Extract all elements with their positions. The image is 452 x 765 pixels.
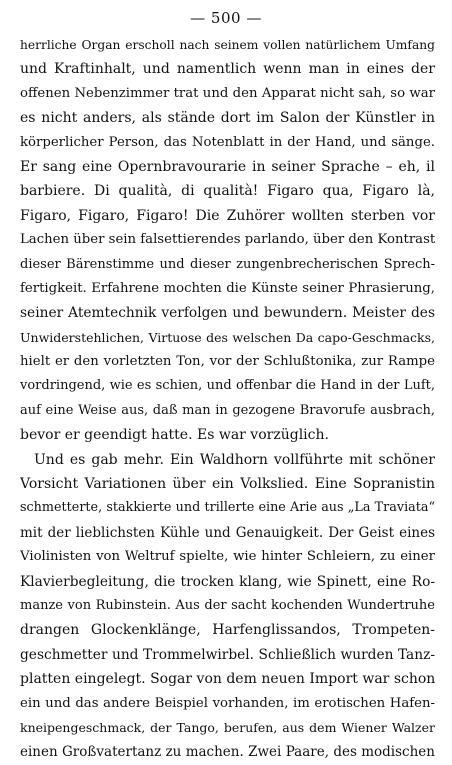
text-line: Unwiderstehlichen, Virtuose des welschen Da capo-Geschmacks,	[20, 329, 435, 345]
text-line: barbiere. Di qualità, di qualità! Figaro qua, Figaro là,	[20, 183, 435, 200]
text-line: manze von Rubinstein. Aus der sacht kochenden Wundertruhe	[20, 597, 435, 613]
text-line-paragraph-start: Und es gab mehr. Ein Waldhorn vollführte mit schöner	[34, 451, 435, 468]
text-line: einen Großvatertanz zu machen. Zwei Paare, des modischen	[20, 744, 435, 761]
text-line: fertigkeit. Erfahrene mochten die Künste seiner Phrasierung,	[20, 280, 435, 296]
text-line: es nicht anders, als stände dort im Salon der Künstler in	[20, 110, 435, 127]
text-line: geschmetter und Trommelwirbel. Schließlich wurden Tanz-	[20, 646, 435, 663]
text-line: offenen Nebenzimmer trat und den Apparat nicht sah, so war	[20, 85, 435, 101]
text-line: hielt er den vorletzten Ton, vor der Schlußtonika, zur Rampe	[20, 354, 435, 370]
text-line-paragraph-end: bevor er geendigt hatte. Es war vorzüglich.	[20, 427, 329, 444]
text-line: Violinisten von Weltruf spielte, wie hinter Schleiern, zu einer	[20, 549, 435, 565]
text-line: körperlicher Person, das Notenblatt in der Hand, und sänge.	[20, 134, 435, 150]
text-line: kneipengeschmack, der Tango, berufen, aus dem Wiener Walzer	[20, 719, 435, 735]
text-line: Vorsicht Variationen über ein Volkslied. Eine Sopranistin	[20, 476, 435, 493]
page-number: — 500 —	[190, 9, 262, 27]
text-line: vordringend, wie es schien, und offenbar die Hand in der Luft,	[20, 378, 435, 394]
text-line: Klavierbegleitung, die trocken klang, wie Spinett, eine Ro-	[20, 573, 435, 590]
text-line: seiner Atemtechnik verfolgen und bewundern. Meister des	[20, 305, 435, 322]
text-line: ein und das andere Beispiel vorhanden, im erotischen Hafen-	[20, 695, 435, 711]
text-line: drangen Glockenklänge, Harfenglissandos, Trompeten-	[20, 622, 435, 639]
text-line: mit der lieblichsten Kühle und Genauigkeit. Der Geist eines	[20, 524, 435, 541]
body-text	[20, 33, 435, 765]
text-line: platten eingelegt. Sogar von dem neuen Import war schon	[20, 671, 435, 688]
text-line: auf eine Weise aus, daß man in gezogene Bravorufe ausbrach,	[20, 402, 435, 418]
text-line: dieser Bärenstimme und dieser zungenbrecherischen Sprech-	[20, 256, 435, 272]
text-line: Lachen über sein falsettierendes parlando, über den Kontrast	[20, 232, 435, 248]
text-line: Figaro, Figaro, Figaro! Die Zuhörer wollten sterben vor	[20, 207, 435, 224]
text-line: Er sang eine Opernbravourarie in seiner Sprache – eh, il	[20, 158, 435, 175]
text-line: schmetterte, stakkierte und trillerte eine Arie aus „La Traviata“	[20, 500, 435, 516]
text-line: herrliche Organ erscholl nach seinem vollen natürlichem Umfang	[20, 38, 435, 52]
text-line: und Kraftinhalt, und namentlich wenn man in eines der	[20, 61, 435, 78]
